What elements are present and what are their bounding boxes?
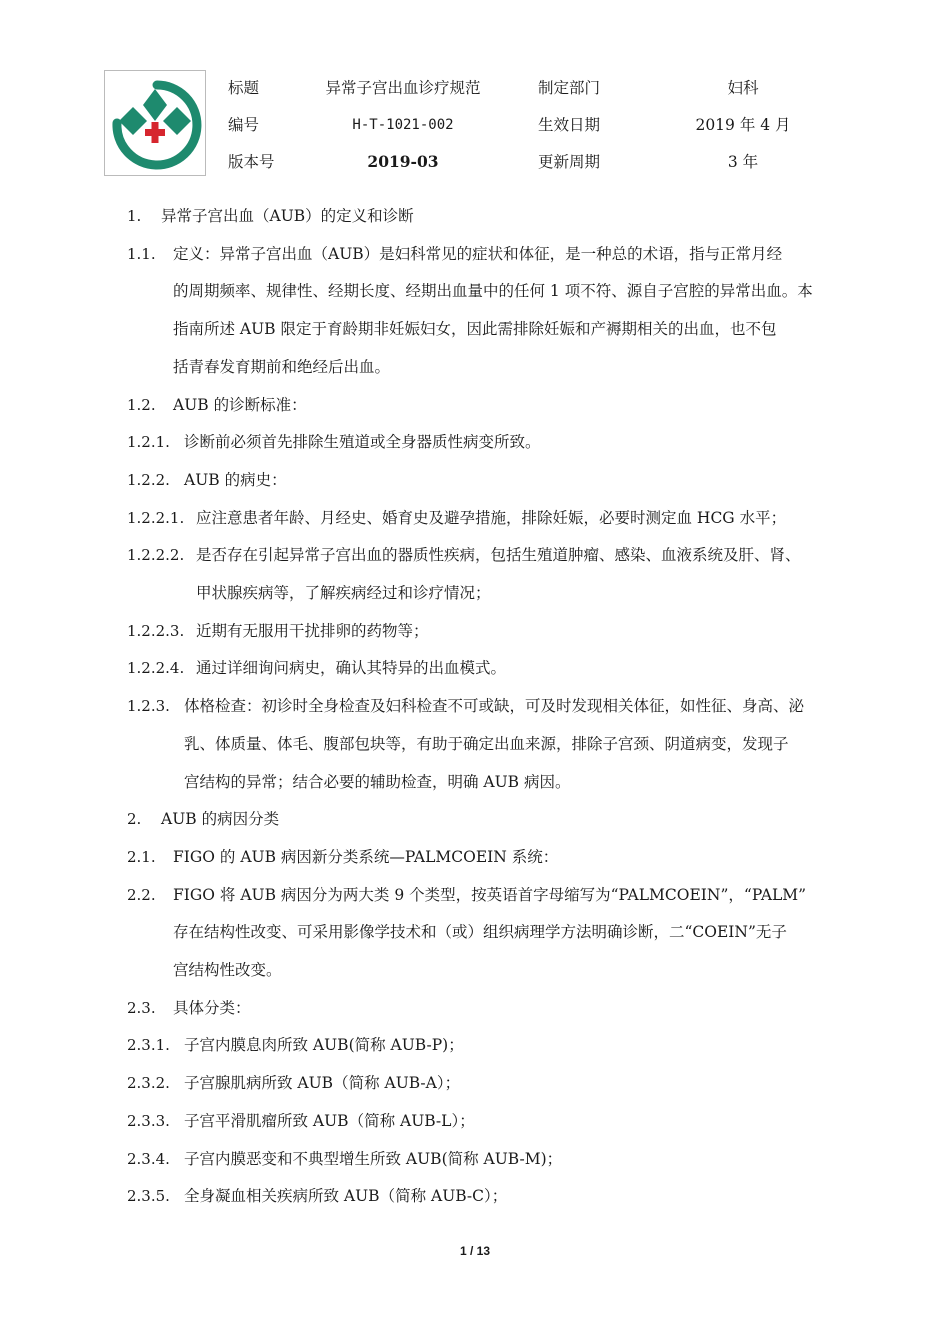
section-number: 1.2.2.1. bbox=[127, 508, 185, 527]
paragraph-line: 通过详细询问病史，确认其特异的出血模式。 bbox=[196, 659, 507, 678]
paragraph-line: 应注意患者年龄、月经史、婚育史及避孕措施，排除妊娠，必要时测定血 HCG 水平； bbox=[196, 508, 787, 527]
section-number: 2.3.1. bbox=[127, 1036, 170, 1055]
paragraph-line: AUB 的诊断标准： bbox=[173, 395, 307, 414]
paragraph-line: 体格检查：初诊时全身检查及妇科检查不可或缺，可及时发现相关体征，如性征、身高、泌 bbox=[184, 697, 805, 716]
code-label: 编号 bbox=[228, 116, 260, 134]
section-number: 2.3.3. bbox=[127, 1111, 170, 1130]
section-number: 2.3. bbox=[127, 998, 156, 1017]
section-number: 2.3.2. bbox=[127, 1074, 170, 1093]
section-number: 2.1. bbox=[127, 847, 156, 866]
paragraph-line: 诊断前必须首先排除生殖道或全身器质性病变所致。 bbox=[184, 433, 541, 452]
document-header bbox=[104, 70, 832, 178]
cycle-label: 更新周期 bbox=[538, 153, 601, 171]
paragraph-line: 具体分类： bbox=[173, 998, 251, 1017]
paragraph-line: 的周期频率、规律性、经期长度、经期出血量中的任何 1 项不符、源自子宫腔的异常出血。本 bbox=[173, 282, 813, 301]
paragraph-line: 括青春发育期前和绝经后出血。 bbox=[173, 357, 391, 376]
paragraph-line: FIGO 将 AUB 病因分为两大类 9 个类型，按英语首字母缩写为“PALMCOEIN”，“PALM” bbox=[173, 885, 807, 904]
section-number: 1.2.2.2. bbox=[127, 546, 185, 565]
section-number: 1. bbox=[127, 207, 142, 225]
paragraph-line: 全身凝血相关疾病所致 AUB（简称 AUB-C）； bbox=[184, 1187, 508, 1206]
version-value: 2019-03 bbox=[367, 152, 439, 171]
paragraph-line: 定义：异常子宫出血（AUB）是妇科常见的症状和体征，是一种总的术语，指与正常月经 bbox=[173, 244, 783, 263]
cycle-value: 3 年 bbox=[727, 153, 759, 171]
page-number: 1 / 13 bbox=[459, 1244, 491, 1258]
paragraph-line: 子宫腺肌病所致 AUB（简称 AUB-A）； bbox=[184, 1074, 461, 1093]
dept-label: 制定部门 bbox=[538, 79, 601, 97]
paragraph-line: 指南所述 AUB 限定于育龄期非妊娠妇女，因此需排除妊娠和产褥期相关的出血，也不包 bbox=[173, 320, 777, 339]
section-number: 1.2.2. bbox=[127, 470, 170, 489]
section-number: 2. bbox=[127, 810, 142, 829]
paragraph-line: 宫结构性改变。 bbox=[173, 961, 282, 979]
code-value: H-T-1021-002 bbox=[352, 117, 454, 133]
section-number: 2.3.4. bbox=[127, 1149, 170, 1168]
paragraph-line: 存在结构性改变、可采用影像学技术和（或）组织病理学方法明确诊断，二“COEIN”无子 bbox=[173, 923, 787, 942]
paragraph-line: 是否存在引起异常子宫出血的器质性疾病，包括生殖道肿瘤、感染、血液系统及肝、肾、 bbox=[196, 546, 801, 565]
title-label: 标题 bbox=[228, 79, 260, 97]
hospital-logo-icon bbox=[105, 71, 205, 175]
paragraph-line: AUB 的病史： bbox=[184, 470, 287, 489]
date-label: 生效日期 bbox=[538, 116, 601, 134]
paragraph-line: 乳、体质量、体毛、腹部包块等，有助于确定出血来源，排除子宫颈、阴道病变，发现子 bbox=[184, 734, 789, 753]
paragraph-line: 宫结构的异常；结合必要的辅助检查，明确 AUB 病因。 bbox=[184, 772, 571, 791]
paragraph-line: 异常子宫出血（AUB）的定义和诊断 bbox=[161, 207, 414, 225]
section-number: 2.2. bbox=[127, 885, 156, 904]
paragraph-line: 子宫内膜恶变和不典型增生所致 AUB(简称 AUB-M)； bbox=[184, 1149, 563, 1168]
dept-value: 妇科 bbox=[727, 79, 759, 97]
section-number: 2.3.5. bbox=[127, 1187, 170, 1206]
date-value: 2019 年 4 月 bbox=[695, 116, 791, 134]
section-number: 1.1. bbox=[127, 244, 156, 263]
section-number: 1.2.2.3. bbox=[127, 621, 185, 640]
section-number: 1.2.3. bbox=[127, 697, 170, 716]
paragraph-line: 近期有无服用干扰排卵的药物等； bbox=[196, 621, 429, 640]
title-value: 异常子宫出血诊疗规范 bbox=[325, 79, 481, 97]
paragraph-line: 甲状腺疾病等，了解疾病经过和诊疗情况； bbox=[196, 584, 491, 602]
paragraph-line: FIGO 的 AUB 病因新分类系统—PALMCOEIN 系统： bbox=[173, 847, 559, 866]
paragraph-line: 子宫平滑肌瘤所致 AUB（简称 AUB-L）； bbox=[184, 1111, 475, 1130]
paragraph-line: AUB 的病因分类 bbox=[161, 810, 280, 829]
section-number: 1.2.2.4. bbox=[127, 659, 185, 678]
section-number: 1.2. bbox=[127, 395, 156, 414]
section-number: 1.2.1. bbox=[127, 433, 170, 452]
hospital-logo bbox=[104, 70, 206, 176]
paragraph-line: 子宫内膜息肉所致 AUB(简称 AUB-P)； bbox=[184, 1036, 464, 1055]
version-label: 版本号 bbox=[228, 153, 275, 171]
